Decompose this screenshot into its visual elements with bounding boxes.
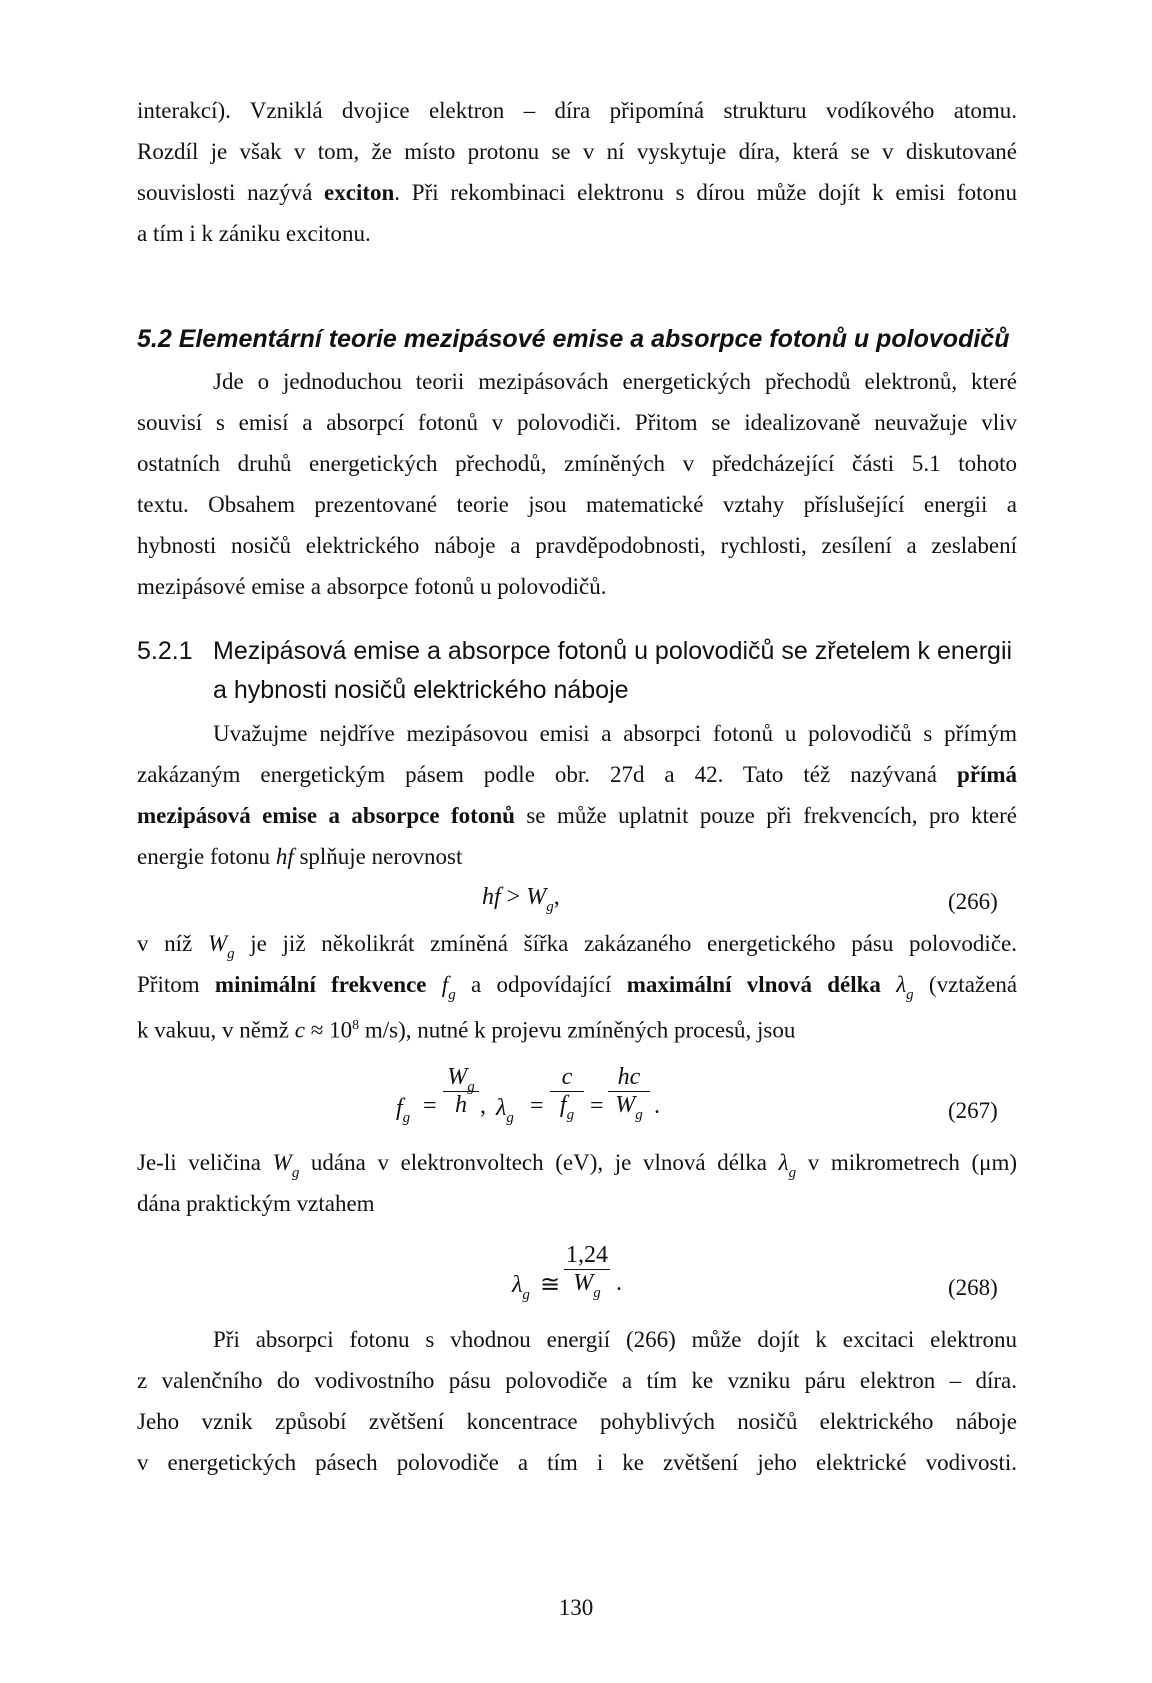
math-symbol-f: f (396, 1095, 403, 1121)
fraction-numerator: hc (617, 1064, 641, 1090)
paragraph-line (137, 761, 1017, 789)
math-subscript: g (546, 899, 554, 915)
fraction-numerator: c (561, 1064, 573, 1090)
fraction-numerator (443, 1064, 479, 1095)
paragraph-line: Uvažujme nejdříve mezipásovou emisi a absorpci fotonů u polovodičů s přímým (213, 721, 1017, 746)
text-run: v mikrometrech (μm) (796, 1150, 1017, 1175)
math-symbol (496, 1095, 514, 1126)
math-symbol: W (447, 1064, 468, 1090)
fraction-denominator (564, 1269, 610, 1301)
math-superscript: 8 (352, 1018, 360, 1033)
text-run: splňuje nerovnost (293, 844, 463, 869)
math-subscript: g (566, 1107, 575, 1123)
math-symbol: W (573, 1270, 594, 1296)
math-subscript: g (506, 1110, 514, 1126)
bold-term: minimální frekvence (214, 972, 427, 997)
paragraph-line (137, 802, 1017, 830)
math-subscript: g (522, 1287, 530, 1303)
fraction-wg-over-h (443, 1064, 479, 1119)
math-symbol-lambda: λ (496, 1095, 507, 1121)
math-symbol: W (526, 884, 547, 910)
text-run: v níž (137, 931, 208, 956)
text-run: se může uplatnit pouze při frekvencích, pro které (514, 803, 1017, 828)
paragraph-line (137, 843, 1017, 871)
fraction-124-over-wg (564, 1242, 610, 1301)
math-symbol: f (441, 972, 449, 997)
section-heading: 5.2 Elementární teorie mezipásové emise a absorpce fotonů u polovodičů (137, 325, 1010, 353)
equation-266 (482, 884, 560, 915)
math-symbol: c (294, 1017, 305, 1043)
paragraph-line (137, 930, 1017, 961)
math-symbol: λ (778, 1150, 789, 1175)
math-symbol: W (615, 1092, 636, 1118)
subsection-heading-line: a hybnosti nosičů elektrického náboje (213, 676, 629, 704)
math-punctuation: , (553, 884, 560, 910)
math-punctuation: . (616, 1270, 622, 1296)
math-punctuation: , (480, 1093, 486, 1119)
math-operator: = (530, 1093, 544, 1119)
math-symbol: hf (482, 884, 501, 910)
math-subscript: g (788, 1165, 797, 1181)
paragraph-line: mezipásové emise a absorpce fotonů u polovodičů. (137, 574, 607, 599)
paragraph-line (137, 179, 1017, 207)
paragraph-line: souvisí s emisí a absorpcí fotonů v polovodiči. Přitom se idealizovaně neuvažuje vliv (137, 410, 1017, 435)
paragraph-line: Při absorpci fotonu s vhodnou energií (266) může dojít k excitaci elektronu (213, 1327, 1017, 1352)
math-operator: = (590, 1093, 604, 1119)
text-run: Přitom (137, 972, 215, 997)
text-run: (vztažená (913, 972, 1018, 997)
text-run: Je-li veličina (137, 1150, 273, 1175)
math-symbol: f (559, 1092, 567, 1118)
math-subscript: g (593, 1285, 601, 1301)
fraction-c-over-fg (550, 1064, 584, 1123)
equation-number: (267) (948, 1098, 998, 1123)
equation-number: (268) (948, 1275, 998, 1300)
paragraph-line: Rozdíl je však v tom, že místo protonu se v ní vyskytuje díra, která se v diskutované (137, 139, 1017, 164)
math-subscript: g (402, 1110, 411, 1126)
paragraph-line: v energetických pásech polovodiče a tím i ke zvětšení jeho elektrické vodivosti. (137, 1450, 1017, 1475)
math-subscript: g (467, 1079, 475, 1095)
math-symbol: λ (896, 972, 907, 997)
text-run: souvislosti nazývá (137, 180, 325, 205)
text-run: ≈ 10 (304, 1017, 353, 1043)
math-subscript: g (906, 987, 914, 1003)
math-subscript: g (635, 1107, 643, 1123)
math-subscript: g (448, 987, 456, 1003)
text-run: . Při rekombinaci elektronu s dírou může dojít k emisi fotonu (394, 180, 1017, 205)
paragraph-line: z valenčního do vodivostního pásu polovodiče a tím ke vzniku páru elektron – díra. (137, 1368, 1017, 1393)
bold-term: mezipásová emise a absorpce fotonů (137, 803, 515, 828)
math-operator: > (500, 884, 527, 910)
text-run: je již několikrát zmíněná šířka zakázaného energetického pásu polovodiče. (234, 931, 1017, 956)
bold-term-exciton: exciton (324, 180, 395, 205)
equation-number: (266) (948, 889, 998, 914)
bold-term: přímá (956, 762, 1017, 787)
bold-term: maximální vlnová délka (626, 972, 881, 997)
text-run: k vakuu, v němž (137, 1017, 295, 1043)
paragraph-line (137, 1012, 1017, 1045)
subsection-heading-line: Mezipásová emise a absorpce fotonů u polovodičů se zřetelem k energii (213, 637, 1013, 665)
math-operator: ≅ (540, 1272, 561, 1298)
paragraph-line: dána praktickým vztahem (137, 1191, 375, 1216)
paragraph-line: hybnosti nosičů elektrického náboje a pravděpodobnosti, rychlosti, zesílení a zeslabení (137, 533, 1017, 558)
fraction-hc-over-wg (608, 1064, 650, 1123)
math-symbol: W (272, 1150, 292, 1175)
paragraph-line (137, 971, 1017, 1002)
subsection-number: 5.2.1 (137, 637, 193, 665)
paragraph-line: Jde o jednoduchou teorii mezipásovách energetických přechodů elektronů, které (213, 369, 1017, 394)
math-subscript: g (291, 1165, 300, 1181)
fraction-denominator (550, 1091, 584, 1123)
math-subscript: g (227, 946, 235, 962)
math-symbol (512, 1272, 530, 1303)
paragraph-line: textu. Obsahem prezentované teorie jsou matematické vztahy příslušející energii a (137, 492, 1017, 517)
text-run: udána v elektronvoltech (eV), je vlnová délka (299, 1150, 779, 1175)
page-number: 130 (558, 1595, 594, 1620)
text-run: m/s), nutné k projevu zmíněných procesů, jsou (359, 1017, 796, 1043)
fraction-numerator: 1,24 (566, 1242, 608, 1268)
paragraph-line (137, 1149, 1017, 1180)
paragraph-line: a tím i k zániku excitonu. (137, 221, 371, 246)
text-run: zakázaným energetickým pásem podle obr. 27d a 42. Tato též nazývaná (137, 762, 957, 787)
math-symbol: W (207, 931, 228, 956)
math-symbol-lambda: λ (512, 1272, 523, 1298)
paragraph-line: ostatních druhů energetických přechodů, zmíněných v předcházející části 5.1 tohoto (137, 451, 1017, 476)
paragraph-line: Jeho vznik způsobí zvětšení koncentrace pohyblivých nosičů elektrického náboje (137, 1409, 1017, 1434)
fraction-denominator (608, 1091, 650, 1123)
text-run: a odpovídající (455, 972, 627, 997)
math-symbol (396, 1095, 411, 1126)
math-symbol: hf (275, 844, 294, 869)
text-run: energie fotonu (137, 844, 276, 869)
paragraph-line: interakcí). Vzniklá dvojice elektron – díra připomíná strukturu vodíkového atomu. (137, 98, 1017, 123)
math-punctuation: . (654, 1093, 660, 1119)
fraction-bar: h (443, 1091, 479, 1119)
math-operator: = (423, 1093, 437, 1119)
